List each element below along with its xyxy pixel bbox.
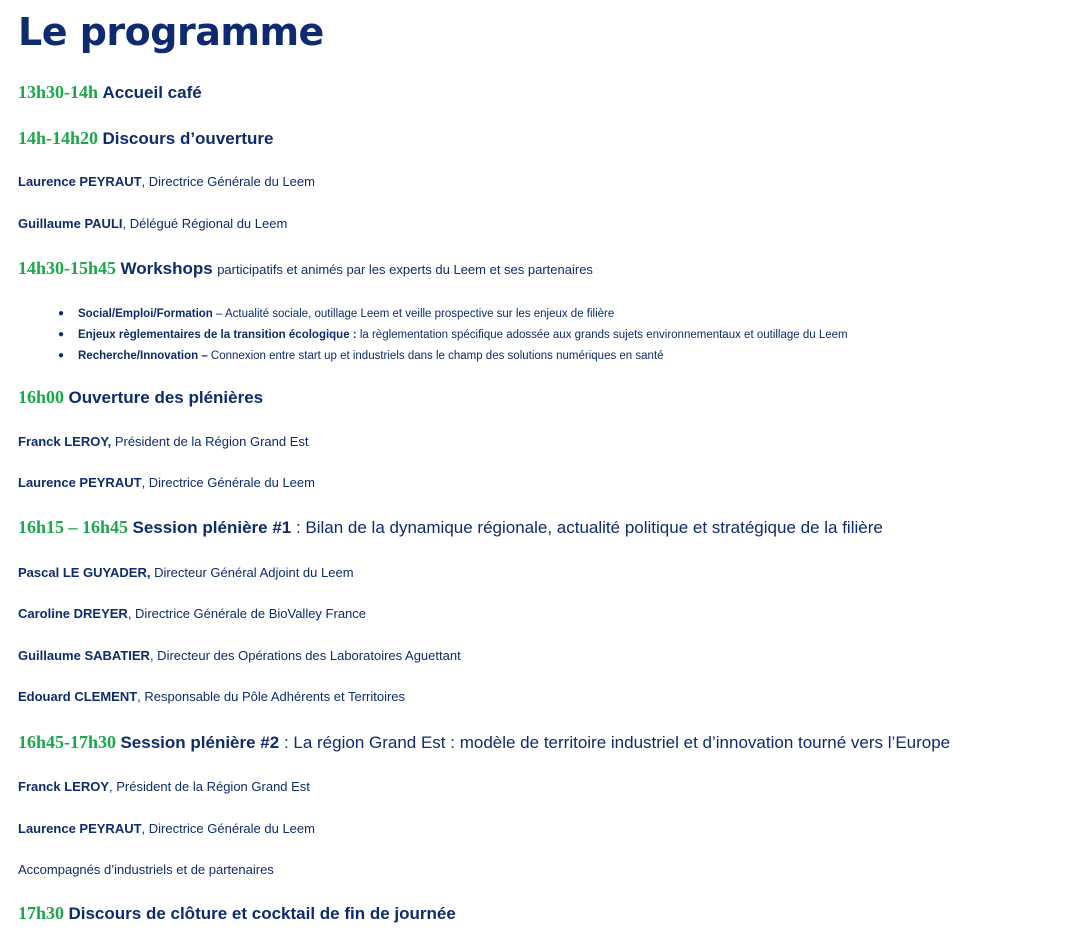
speaker-name: Edouard CLEMENT	[18, 689, 138, 704]
time-label: 17h30	[18, 903, 65, 923]
speaker-name: Franck LEROY,	[18, 434, 112, 449]
bullet-title: Enjeux règlementaires de la transition écologique :	[78, 329, 357, 341]
agenda-item-ouverture	[18, 128, 273, 149]
agenda-item-cloture	[18, 903, 456, 924]
time-label: 13h30-14h	[18, 82, 99, 102]
speaker	[18, 434, 308, 449]
speaker-role: Directeur Général Adjoint du Leem	[150, 565, 354, 580]
item-title: Session plénière #1	[132, 518, 292, 537]
speaker-name: Caroline DREYER	[18, 606, 128, 621]
speaker-name: Laurence PEYRAUT	[18, 174, 142, 189]
page-title: Le programme	[18, 10, 324, 54]
time-label: 14h30-15h45	[18, 258, 117, 278]
speaker-role: , Responsable du Pôle Adhérents et Territoires	[137, 689, 406, 704]
item-title: Workshops	[120, 259, 213, 278]
time-label: 16h45-17h30	[18, 732, 117, 752]
speaker	[18, 174, 315, 189]
speaker-role: , Directrice Générale du Leem	[141, 174, 315, 189]
list-item	[58, 348, 848, 369]
speaker-role: Président de la Région Grand Est	[111, 434, 309, 449]
bullet-title: Recherche/Innovation –	[78, 350, 208, 362]
speaker-name: Guillaume PAULI	[18, 216, 123, 231]
speaker	[18, 606, 366, 621]
list-item	[58, 306, 848, 327]
speaker-name: Laurence PEYRAUT	[18, 821, 142, 836]
speaker	[18, 689, 405, 704]
speaker-role: , Président de la Région Grand Est	[109, 779, 310, 794]
bullet-title: Social/Emploi/Formation	[78, 308, 213, 320]
item-title: Accueil café	[102, 83, 202, 102]
speaker	[18, 779, 310, 794]
bullet-text: Connexion entre start up et industriels dans le champ des solutions numériques en santé	[207, 350, 664, 362]
bullet-text: la règlementation spécifique adossée aux grands sujets environnementaux et outillage du Leem	[356, 329, 848, 341]
item-description: participatifs et animés par les experts du Leem et ses partenaires	[217, 262, 593, 277]
bullet-text: – Actualité sociale, outillage Leem et veille prospective sur les enjeux de filière	[212, 308, 615, 320]
speaker-role: , Directeur des Opérations des Laboratoires Aguettant	[149, 648, 461, 663]
speaker-name: Laurence PEYRAUT	[18, 475, 142, 490]
speaker-name: Pascal LE GUYADER,	[18, 565, 151, 580]
speaker	[18, 475, 315, 490]
time-label: 16h00	[18, 387, 65, 407]
speaker-role: , Directrice Générale du Leem	[141, 821, 315, 836]
speaker	[18, 648, 461, 663]
agenda-item-session2	[18, 732, 950, 753]
speaker	[18, 216, 287, 231]
list-item	[58, 327, 848, 348]
session-note: Accompagnés d’industriels et de partenaires	[18, 862, 274, 877]
agenda-item-workshops	[18, 258, 593, 279]
item-title: Session plénière #2	[120, 733, 280, 752]
agenda-item-plenieres	[18, 387, 263, 408]
item-title: Discours d’ouverture	[102, 129, 274, 148]
speaker	[18, 565, 354, 580]
speaker-role: , Directrice Générale du Leem	[141, 475, 315, 490]
item-title: Discours de clôture et cocktail de fin de journée	[68, 904, 456, 923]
speaker-name: Franck LEROY	[18, 779, 110, 794]
item-title: Ouverture des plénières	[68, 388, 264, 407]
time-label: 14h-14h20	[18, 128, 99, 148]
item-subtitle: : Bilan de la dynamique régionale, actualité politique et stratégique de la filière	[291, 518, 883, 537]
agenda-item-session1	[18, 517, 883, 538]
workshop-list	[58, 306, 848, 369]
item-subtitle: : La région Grand Est : modèle de territoire industriel et d’innovation tourné vers l’Europe	[279, 733, 951, 752]
speaker-name: Guillaume SABATIER	[18, 648, 150, 663]
speaker	[18, 821, 315, 836]
speaker-role: , Directrice Générale de BioValley France	[127, 606, 367, 621]
agenda-item-accueil	[18, 82, 202, 103]
time-label: 16h15 – 16h45	[18, 517, 129, 537]
speaker-role: , Délégué Régional du Leem	[122, 216, 288, 231]
